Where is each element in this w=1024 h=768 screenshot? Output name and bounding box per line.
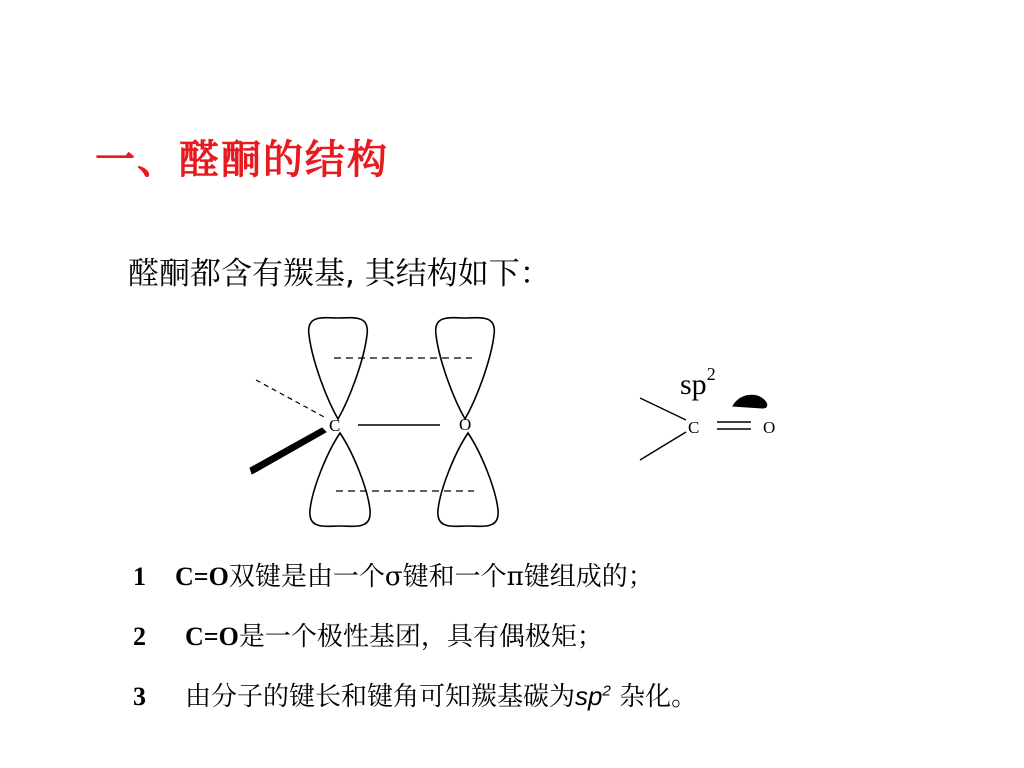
point-number: 2 (133, 622, 146, 651)
intro-text: 醛酮都含有羰基, 其结构如下： (128, 256, 551, 292)
carbon-upper-p-lobe (309, 318, 368, 419)
lone-pair-lobe (733, 395, 767, 408)
oxygen-upper-p-lobe (436, 318, 495, 419)
right-lower-bond (640, 432, 686, 460)
point-1: 1 C=O双键是由一个σ键和一个π键组成的； (133, 562, 654, 592)
page-title: 一、醛酮的结构 (95, 137, 389, 183)
point-number: 1 (133, 562, 146, 591)
right-upper-bond (640, 398, 686, 420)
carbon-lower-p-lobe (310, 433, 370, 526)
left-oxygen-label: O (459, 415, 472, 434)
dashed-back-bond (256, 380, 326, 418)
right-oxygen-label: O (763, 418, 776, 437)
right-carbon-label: C (688, 418, 700, 437)
wedge-bond (250, 428, 326, 474)
point-2: 2 C=O是一个极性基团，具有偶极矩； (133, 622, 603, 652)
point-number: 3 (133, 682, 146, 711)
point-3: 3 由分子的键长和键角可知羰基碳为$sp^2$ 杂化。 (133, 681, 698, 712)
sp2-label: $sp^2$ (680, 364, 716, 401)
oxygen-lower-p-lobe (438, 433, 498, 526)
left-carbon-label: C (329, 416, 341, 435)
